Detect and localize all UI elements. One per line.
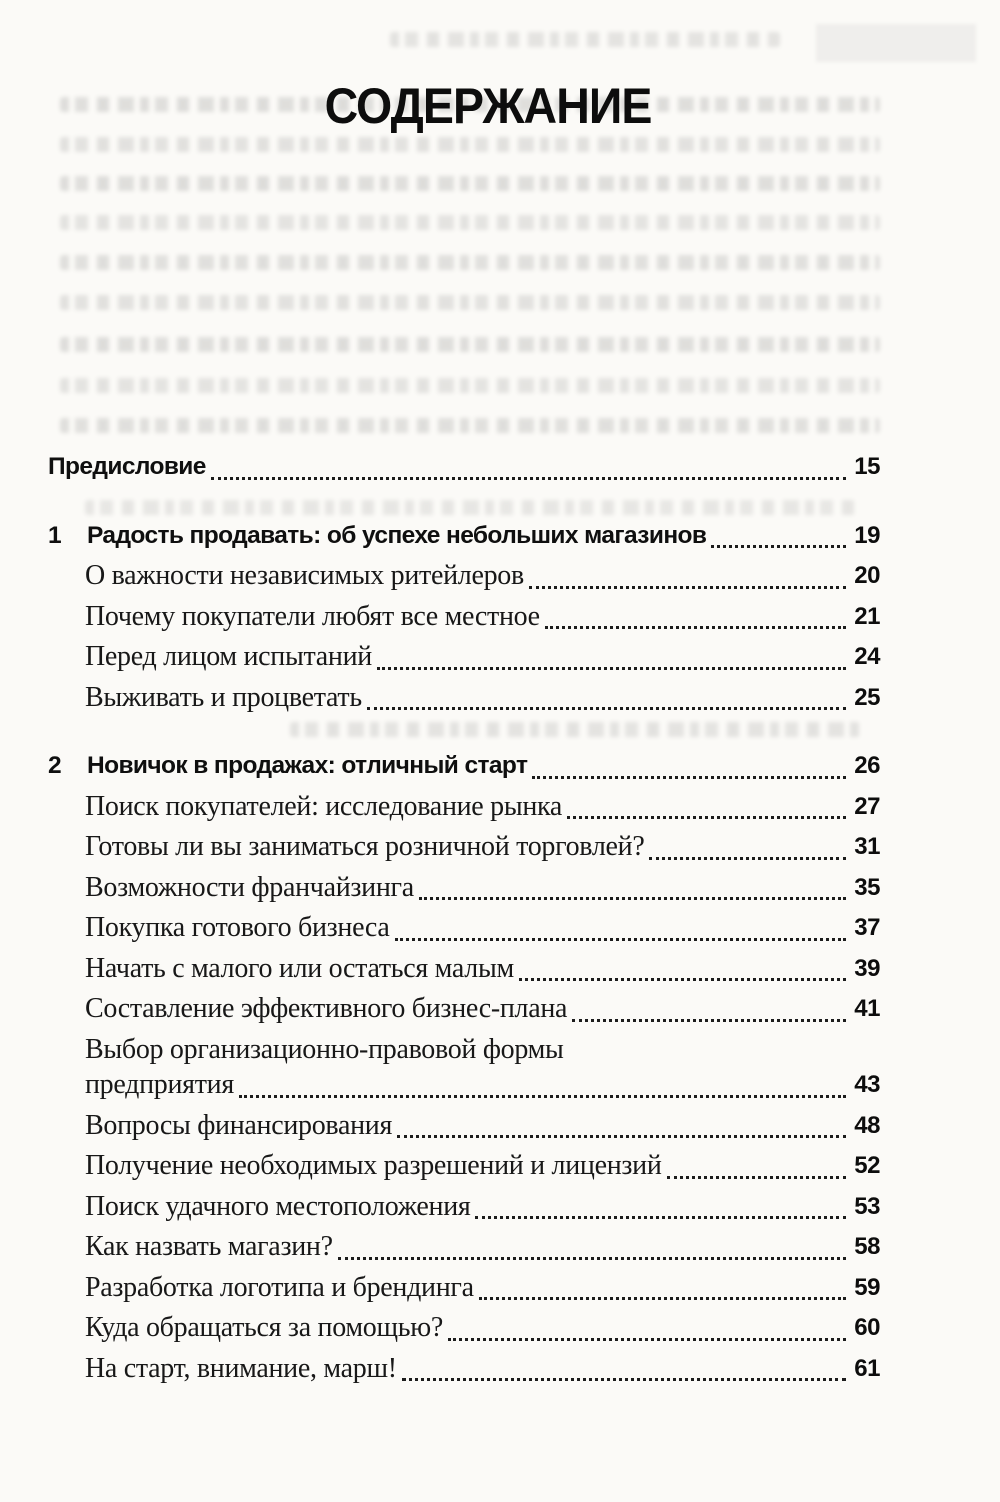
page-number: 59 — [854, 1273, 880, 1301]
toc-entry-label: Предисловие — [48, 453, 206, 480]
page-number: 39 — [854, 954, 880, 982]
bleed-through-header — [390, 32, 780, 47]
toc-entry-label: Получение необходимых разрешений и лицензий — [85, 1150, 662, 1181]
page-number: 20 — [854, 562, 880, 589]
dotted-leader — [377, 667, 846, 670]
dotted-leader — [395, 938, 846, 941]
page-number: 41 — [854, 995, 880, 1022]
bleed-through-line — [60, 255, 880, 270]
toc-row — [48, 637, 880, 678]
toc-entry-label: Почему покупатели любят все местное — [85, 600, 540, 632]
toc-entry-label: Новичок в продажах: отличный старт — [87, 752, 528, 779]
page-number: 24 — [854, 643, 880, 670]
toc-entry-label: Радость продавать: об успехе небольших магазинов — [87, 521, 707, 549]
dotted-leader — [479, 1297, 846, 1300]
dotted-leader — [338, 1257, 846, 1260]
toc-row — [48, 868, 880, 909]
toc-entry-label: Покупка готового бизнеса — [85, 912, 390, 943]
toc-entry-label: Составление эффективного бизнес-плана — [85, 993, 568, 1024]
dotted-leader — [529, 586, 846, 589]
toc-row — [48, 949, 880, 990]
dotted-leader — [397, 1135, 846, 1138]
dotted-leader — [649, 857, 846, 860]
dotted-leader — [519, 978, 846, 981]
page-number: 19 — [854, 521, 880, 549]
toc-row — [48, 746, 880, 787]
toc-entry-label: Выбор организационно-правовой формы — [85, 1033, 564, 1065]
page-number: 43 — [854, 1071, 880, 1098]
toc-entry-label: О важности независимых ритейлеров — [85, 560, 524, 591]
toc-entry-label: Перед лицом испытаний — [85, 641, 372, 672]
dotted-leader — [711, 545, 846, 548]
toc-row — [48, 447, 880, 488]
toc-entry-label: предприятия — [85, 1069, 234, 1100]
page-number: 27 — [854, 792, 880, 820]
dotted-leader — [402, 1378, 846, 1381]
dotted-leader — [475, 1216, 846, 1219]
page-number: 25 — [854, 683, 880, 711]
toc-row — [48, 908, 880, 949]
toc-row — [48, 827, 880, 868]
page-number: 31 — [854, 833, 880, 860]
dotted-leader — [211, 477, 846, 480]
dotted-leader — [572, 1019, 846, 1022]
page-number: 52 — [854, 1152, 880, 1179]
bleed-through-line — [60, 418, 880, 433]
page-number: 61 — [854, 1354, 880, 1382]
toc-row — [48, 1106, 880, 1147]
chapter-number: 1 — [48, 521, 62, 549]
dotted-leader — [448, 1338, 846, 1341]
toc-row — [48, 1308, 880, 1349]
toc-row — [48, 1349, 880, 1390]
toc-row — [48, 516, 880, 557]
page-number: 58 — [854, 1233, 880, 1260]
bleed-through-box — [816, 24, 976, 62]
bleed-through-line — [60, 337, 880, 352]
dotted-leader — [545, 626, 846, 629]
bleed-through-line — [60, 137, 880, 152]
bleed-through-line — [60, 215, 880, 230]
dotted-leader — [532, 776, 846, 779]
bleed-through-line — [60, 295, 880, 310]
page-title: СОДЕРЖАНИЕ — [324, 78, 652, 134]
page-number: 35 — [854, 873, 880, 901]
toc-row — [48, 556, 880, 597]
toc-row — [48, 1030, 880, 1071]
toc-row — [48, 787, 880, 828]
toc-row — [48, 1065, 880, 1106]
page-number: 60 — [854, 1314, 880, 1341]
toc-entry-label: Начать с малого или остаться малым — [85, 952, 514, 984]
dotted-leader — [567, 816, 846, 819]
toc-entry-label: Вопросы финансирования — [85, 1109, 393, 1141]
toc-entry-label: Возможности франчайзинга — [85, 871, 414, 903]
bleed-through-line — [60, 176, 880, 191]
toc-row — [48, 678, 880, 719]
toc-list — [48, 447, 880, 1389]
toc-entry-label: Как назвать магазин? — [85, 1231, 333, 1262]
dotted-leader — [419, 897, 846, 900]
toc-entry-label: Выживать и процветать — [85, 681, 362, 713]
page-number: 53 — [854, 1192, 880, 1220]
dotted-leader — [367, 707, 846, 710]
page-number: 26 — [854, 752, 880, 779]
dotted-leader — [667, 1176, 846, 1179]
dotted-leader — [239, 1095, 846, 1098]
page-number: 21 — [854, 602, 880, 630]
toc-row — [48, 989, 880, 1030]
toc-entry-label: Готовы ли вы заниматься розничной торговлей? — [85, 831, 645, 862]
toc-entry-label: На старт, внимание, марш! — [85, 1352, 397, 1384]
chapter-number: 2 — [48, 752, 62, 779]
toc-entry-label: Разработка логотипа и брендинга — [85, 1271, 474, 1303]
page-number: 15 — [854, 453, 880, 480]
toc-row — [48, 597, 880, 638]
toc-row — [48, 1187, 880, 1228]
toc-row — [48, 1227, 880, 1268]
toc-row — [48, 1268, 880, 1309]
toc-entry-label: Поиск покупателей: исследование рынка — [85, 790, 563, 822]
toc-entry-label: Куда обращаться за помощью? — [85, 1312, 443, 1343]
toc-entry-label: Поиск удачного местоположения — [85, 1190, 471, 1222]
bleed-through-line — [60, 378, 880, 393]
page-number: 48 — [854, 1111, 880, 1139]
page-number: 37 — [854, 914, 880, 941]
toc-row — [48, 1146, 880, 1187]
